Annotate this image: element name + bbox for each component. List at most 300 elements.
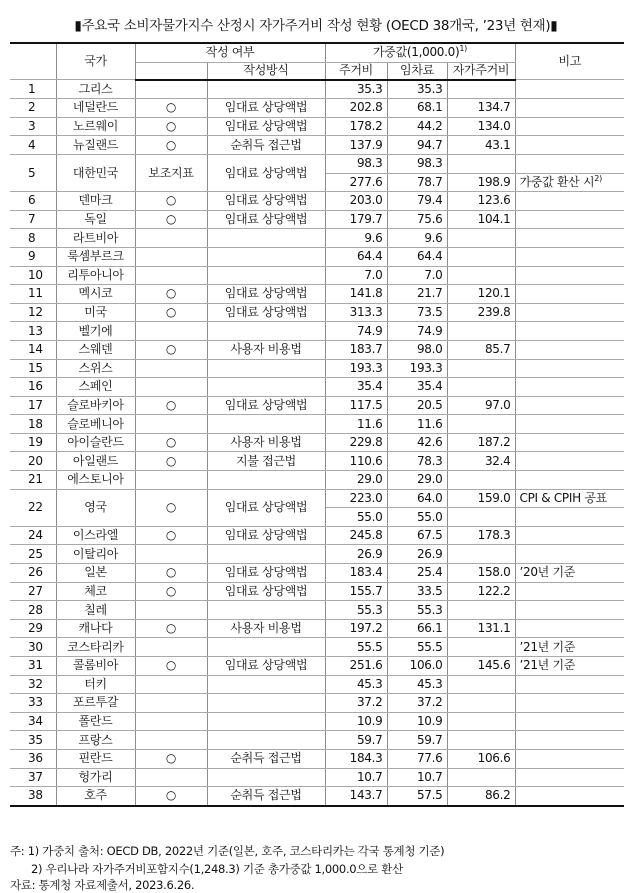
method-cell xyxy=(207,545,325,564)
written-cell: ○ xyxy=(135,749,207,768)
owner-cell: 145.6 xyxy=(447,657,515,676)
table-row xyxy=(10,471,624,490)
rent-cell: 73.5 xyxy=(387,303,447,322)
owner-cell xyxy=(447,638,515,657)
row-number: 18 xyxy=(10,415,56,434)
method-cell: 임대료 상당액법 xyxy=(207,303,325,322)
housing-cell: 203.0 xyxy=(325,192,387,211)
row-number: 5 xyxy=(10,154,56,191)
housing-cell: 64.4 xyxy=(325,247,387,266)
country-cell: 프랑스 xyxy=(56,731,135,750)
written-cell: ○ xyxy=(135,99,207,118)
note-cell: ’21년 기준 xyxy=(515,657,624,676)
owner-cell: 104.1 xyxy=(447,210,515,229)
country-cell: 그리스 xyxy=(56,80,135,99)
written-cell: 보조지표 xyxy=(135,154,207,191)
owner-cell: 134.7 xyxy=(447,99,515,118)
rent-cell: 94.7 xyxy=(387,136,447,155)
method-cell: 사용자 비용법 xyxy=(207,433,325,452)
housing-cell: 117.5 xyxy=(325,396,387,415)
written-cell xyxy=(135,471,207,490)
row-number: 28 xyxy=(10,601,56,620)
country-cell: 포르투갈 xyxy=(56,694,135,713)
note-cell xyxy=(515,768,624,787)
housing-cell: 37.2 xyxy=(325,694,387,713)
rent-cell: 29.0 xyxy=(387,471,447,490)
written-cell: ○ xyxy=(135,433,207,452)
note-cell xyxy=(515,675,624,694)
owner-cell xyxy=(447,80,515,99)
owner-cell xyxy=(447,601,515,620)
owner-cell xyxy=(447,415,515,434)
header-rent: 임차료 xyxy=(387,62,447,80)
housing-cell: 183.7 xyxy=(325,340,387,359)
note-cell xyxy=(515,471,624,490)
row-number: 20 xyxy=(10,452,56,471)
owner-cell: 239.8 xyxy=(447,303,515,322)
note-cell: ’20년 기준 xyxy=(515,564,624,583)
method-cell: 임대료 상당액법 xyxy=(207,99,325,118)
rent-cell: 78.3 xyxy=(387,452,447,471)
country-cell: 라트비아 xyxy=(56,229,135,248)
note-cell xyxy=(515,322,624,341)
note-cell xyxy=(515,787,624,806)
housing-cell: 179.7 xyxy=(325,210,387,229)
note-cell xyxy=(515,545,624,564)
method-cell xyxy=(207,675,325,694)
row-number: 27 xyxy=(10,582,56,601)
method-cell: 임대료 상당액법 xyxy=(207,210,325,229)
owner-cell xyxy=(447,471,515,490)
footnote-1: 주: 1) 가중치 출처: OECD DB, 2022년 기준(일본, 호주, 코스타리카는 각국 통계청 기준) xyxy=(10,844,445,858)
row-number: 2 xyxy=(10,99,56,118)
table-row xyxy=(10,712,624,731)
note-cell xyxy=(515,582,624,601)
rent-cell: 78.7 xyxy=(387,173,447,192)
note-cell xyxy=(515,508,624,527)
row-number: 22 xyxy=(10,489,56,526)
table-row xyxy=(10,396,624,415)
method-cell: 임대료 상당액법 xyxy=(207,564,325,583)
country-cell: 슬로바키아 xyxy=(56,396,135,415)
owner-cell: 43.1 xyxy=(447,136,515,155)
owner-cell: 198.9 xyxy=(447,173,515,192)
method-cell xyxy=(207,638,325,657)
country-cell: 스위스 xyxy=(56,359,135,378)
note-cell xyxy=(515,712,624,731)
table-row xyxy=(10,80,624,99)
method-cell: 순취득 접근법 xyxy=(207,749,325,768)
housing-cell: 193.3 xyxy=(325,359,387,378)
country-cell: 핀란드 xyxy=(56,749,135,768)
note-cell xyxy=(515,99,624,118)
written-cell: ○ xyxy=(135,303,207,322)
table-row xyxy=(10,694,624,713)
row-number: 29 xyxy=(10,619,56,638)
country-cell: 코스타리카 xyxy=(56,638,135,657)
rent-cell: 26.9 xyxy=(387,545,447,564)
written-cell xyxy=(135,378,207,397)
row-number: 14 xyxy=(10,340,56,359)
table-row xyxy=(10,601,624,620)
rent-cell: 74.9 xyxy=(387,322,447,341)
country-cell: 미국 xyxy=(56,303,135,322)
row-number: 21 xyxy=(10,471,56,490)
rent-cell: 64.0 xyxy=(387,489,447,508)
table-row xyxy=(10,545,624,564)
table-row xyxy=(10,582,624,601)
table-row xyxy=(10,266,624,285)
table-row xyxy=(10,247,624,266)
owner-cell xyxy=(447,322,515,341)
method-cell: 임대료 상당액법 xyxy=(207,192,325,211)
row-number: 1 xyxy=(10,80,56,99)
method-cell: 임대료 상당액법 xyxy=(207,526,325,545)
row-number: 38 xyxy=(10,787,56,806)
written-cell: ○ xyxy=(135,285,207,304)
written-cell xyxy=(135,545,207,564)
rent-cell: 11.6 xyxy=(387,415,447,434)
rent-cell: 77.6 xyxy=(387,749,447,768)
written-cell: ○ xyxy=(135,526,207,545)
rent-cell: 9.6 xyxy=(387,229,447,248)
written-cell: ○ xyxy=(135,340,207,359)
housing-cell: 29.0 xyxy=(325,471,387,490)
owner-cell xyxy=(447,229,515,248)
row-number: 4 xyxy=(10,136,56,155)
housing-cell: 141.8 xyxy=(325,285,387,304)
written-cell: ○ xyxy=(135,210,207,229)
method-cell: 순취득 접근법 xyxy=(207,136,325,155)
note-cell: CPI & CPIH 공표 xyxy=(515,489,624,508)
housing-cost-table xyxy=(10,42,624,807)
owner-cell xyxy=(447,508,515,527)
method-cell: 임대료 상당액법 xyxy=(207,657,325,676)
written-cell: ○ xyxy=(135,489,207,526)
table-row xyxy=(10,433,624,452)
housing-cell: 55.5 xyxy=(325,638,387,657)
written-cell xyxy=(135,638,207,657)
row-number: 6 xyxy=(10,192,56,211)
housing-cell: 197.2 xyxy=(325,619,387,638)
row-number: 11 xyxy=(10,285,56,304)
country-cell: 독일 xyxy=(56,210,135,229)
country-cell: 멕시코 xyxy=(56,285,135,304)
row-number: 24 xyxy=(10,526,56,545)
note-cell xyxy=(515,378,624,397)
header-weight-group: 가중값$(1,000.0)^{1)}$ xyxy=(325,43,515,62)
method-cell xyxy=(207,768,325,787)
note-cell xyxy=(515,749,624,768)
rent-cell: 193.3 xyxy=(387,359,447,378)
table-row xyxy=(10,136,624,155)
method-cell: 임대료 상당액법 xyxy=(207,396,325,415)
method-cell: 임대료 상당액법 xyxy=(207,285,325,304)
row-number: 17 xyxy=(10,396,56,415)
country-cell: 이탈리아 xyxy=(56,545,135,564)
method-cell xyxy=(207,247,325,266)
owner-cell xyxy=(447,694,515,713)
row-number: 35 xyxy=(10,731,56,750)
table-row xyxy=(10,675,624,694)
owner-cell xyxy=(447,154,515,173)
table-row xyxy=(10,154,624,173)
note-cell xyxy=(515,452,624,471)
note-cell xyxy=(515,117,624,136)
country-cell: 호주 xyxy=(56,787,135,806)
owner-cell: 85.7 xyxy=(447,340,515,359)
written-cell: ○ xyxy=(135,564,207,583)
table-row xyxy=(10,229,624,248)
table-row xyxy=(10,787,624,806)
method-cell xyxy=(207,322,325,341)
country-cell: 네덜란드 xyxy=(56,99,135,118)
written-cell xyxy=(135,80,207,99)
table-row xyxy=(10,359,624,378)
row-number: 15 xyxy=(10,359,56,378)
table-row xyxy=(10,489,624,508)
note-cell xyxy=(515,433,624,452)
method-cell: 지불 접근법 xyxy=(207,452,325,471)
table-row xyxy=(10,303,624,322)
owner-cell: 123.6 xyxy=(447,192,515,211)
row-number: 3 xyxy=(10,117,56,136)
note-cell xyxy=(515,285,624,304)
method-cell xyxy=(207,712,325,731)
note-cell xyxy=(515,340,624,359)
written-cell xyxy=(135,768,207,787)
written-cell: ○ xyxy=(135,396,207,415)
rent-cell: 45.3 xyxy=(387,675,447,694)
housing-cell: 313.3 xyxy=(325,303,387,322)
note-cell xyxy=(515,210,624,229)
rent-cell: 67.5 xyxy=(387,526,447,545)
country-cell: 칠레 xyxy=(56,601,135,620)
note-cell xyxy=(515,247,624,266)
country-cell: 노르웨이 xyxy=(56,117,135,136)
written-cell xyxy=(135,694,207,713)
row-number: 30 xyxy=(10,638,56,657)
country-cell: 스웨덴 xyxy=(56,340,135,359)
rent-cell: 20.5 xyxy=(387,396,447,415)
rent-cell: 59.7 xyxy=(387,731,447,750)
housing-cell: 10.9 xyxy=(325,712,387,731)
housing-cell: 184.3 xyxy=(325,749,387,768)
rent-cell: 106.0 xyxy=(387,657,447,676)
note-cell xyxy=(515,694,624,713)
owner-cell: 86.2 xyxy=(447,787,515,806)
note-cell xyxy=(515,303,624,322)
note-cell xyxy=(515,415,624,434)
table-row xyxy=(10,638,624,657)
written-cell: ○ xyxy=(135,582,207,601)
note-cell xyxy=(515,359,624,378)
country-cell: 헝가리 xyxy=(56,768,135,787)
country-cell: 벨기에 xyxy=(56,322,135,341)
table-row xyxy=(10,340,624,359)
housing-cell: 251.6 xyxy=(325,657,387,676)
country-cell: 영국 xyxy=(56,489,135,526)
table-row xyxy=(10,192,624,211)
row-number: 25 xyxy=(10,545,56,564)
owner-cell: 106.6 xyxy=(447,749,515,768)
header-housing: 주거비 xyxy=(325,62,387,80)
rent-cell: 21.7 xyxy=(387,285,447,304)
housing-cell: 74.9 xyxy=(325,322,387,341)
rent-cell: 68.1 xyxy=(387,99,447,118)
owner-cell xyxy=(447,768,515,787)
housing-cell: 45.3 xyxy=(325,675,387,694)
housing-cell: 143.7 xyxy=(325,787,387,806)
row-number: 26 xyxy=(10,564,56,583)
rent-cell: 98.3 xyxy=(387,154,447,173)
rent-cell: 44.2 xyxy=(387,117,447,136)
written-cell: ○ xyxy=(135,452,207,471)
row-number: 10 xyxy=(10,266,56,285)
housing-cell: 9.6 xyxy=(325,229,387,248)
written-cell xyxy=(135,601,207,620)
housing-cell: 98.3 xyxy=(325,154,387,173)
written-cell xyxy=(135,322,207,341)
note-cell xyxy=(515,396,624,415)
rent-cell: 79.4 xyxy=(387,192,447,211)
method-cell xyxy=(207,266,325,285)
owner-cell xyxy=(447,731,515,750)
written-cell: ○ xyxy=(135,787,207,806)
rent-cell: 35.4 xyxy=(387,378,447,397)
country-cell: 폴란드 xyxy=(56,712,135,731)
table-body xyxy=(10,80,624,806)
country-cell: 뉴질랜드 xyxy=(56,136,135,155)
country-cell: 콜롬비아 xyxy=(56,657,135,676)
owner-cell xyxy=(447,359,515,378)
written-cell xyxy=(135,731,207,750)
table-row xyxy=(10,749,624,768)
country-cell: 대한민국 xyxy=(56,154,135,191)
method-cell xyxy=(207,601,325,620)
rent-cell: 10.9 xyxy=(387,712,447,731)
country-cell: 스페인 xyxy=(56,378,135,397)
written-cell: ○ xyxy=(135,657,207,676)
written-cell xyxy=(135,359,207,378)
table-row xyxy=(10,526,624,545)
written-cell: ○ xyxy=(135,619,207,638)
written-cell: ○ xyxy=(135,192,207,211)
note-superscript: 2) xyxy=(594,173,602,183)
table-row xyxy=(10,210,624,229)
country-cell: 캐나다 xyxy=(56,619,135,638)
housing-cell: 223.0 xyxy=(325,489,387,508)
note-cell xyxy=(515,192,624,211)
rent-cell: 55.5 xyxy=(387,638,447,657)
note-cell xyxy=(515,154,624,173)
owner-cell xyxy=(447,266,515,285)
owner-cell: 134.0 xyxy=(447,117,515,136)
housing-cell: 11.6 xyxy=(325,415,387,434)
note-cell xyxy=(515,526,624,545)
note-cell xyxy=(515,731,624,750)
row-number: 31 xyxy=(10,657,56,676)
note-cell: ’21년 기준 xyxy=(515,638,624,657)
owner-cell: 97.0 xyxy=(447,396,515,415)
owner-cell: 120.1 xyxy=(447,285,515,304)
table-row xyxy=(10,415,624,434)
rent-cell: 35.3 xyxy=(387,80,447,99)
note-cell xyxy=(515,601,624,620)
note-cell xyxy=(515,80,624,99)
owner-cell xyxy=(447,378,515,397)
owner-cell xyxy=(447,675,515,694)
rent-cell: 98.0 xyxy=(387,340,447,359)
written-cell xyxy=(135,712,207,731)
note-cell xyxy=(515,266,624,285)
country-cell: 아일랜드 xyxy=(56,452,135,471)
housing-cell: 245.8 xyxy=(325,526,387,545)
footnote-2: 2) 우리나라 자가주거비포함지수(1,248.3) 기준 총가중값 1,000.0으로 환산 xyxy=(31,862,403,876)
owner-cell: 131.1 xyxy=(447,619,515,638)
owner-cell: 187.2 xyxy=(447,433,515,452)
housing-cell: 229.8 xyxy=(325,433,387,452)
table-row xyxy=(10,378,624,397)
row-number: 7 xyxy=(10,210,56,229)
housing-cell: 26.9 xyxy=(325,545,387,564)
country-cell: 에스토니아 xyxy=(56,471,135,490)
written-cell xyxy=(135,675,207,694)
table-row xyxy=(10,99,624,118)
method-cell xyxy=(207,731,325,750)
header-written: 작성 여부 xyxy=(135,43,325,62)
note-cell xyxy=(515,173,624,192)
country-cell: 슬로베니아 xyxy=(56,415,135,434)
rent-cell: 37.2 xyxy=(387,694,447,713)
header-row xyxy=(10,43,624,62)
housing-cell: 277.6 xyxy=(325,173,387,192)
table-row xyxy=(10,657,624,676)
table-row xyxy=(10,564,624,583)
row-number: 12 xyxy=(10,303,56,322)
housing-cell: 110.6 xyxy=(325,452,387,471)
table-row xyxy=(10,731,624,750)
method-cell xyxy=(207,229,325,248)
row-number: 33 xyxy=(10,694,56,713)
written-cell: ○ xyxy=(135,117,207,136)
rent-cell: 42.6 xyxy=(387,433,447,452)
rent-cell: 55.3 xyxy=(387,601,447,620)
table-row xyxy=(10,285,624,304)
written-cell: ○ xyxy=(135,136,207,155)
country-cell: 덴마크 xyxy=(56,192,135,211)
owner-cell: 122.2 xyxy=(447,582,515,601)
method-cell xyxy=(207,378,325,397)
housing-cell: 183.4 xyxy=(325,564,387,583)
owner-cell: 32.4 xyxy=(447,452,515,471)
page-title: ▮주요국 소비자물가지수 산정시 자가주거비 작성 현황 (OECD 38개국, ’23년 현재)▮ xyxy=(74,18,558,34)
country-cell: 리투아니아 xyxy=(56,266,135,285)
method-cell xyxy=(207,415,325,434)
country-cell: 이스라엘 xyxy=(56,526,135,545)
owner-cell xyxy=(447,712,515,731)
method-cell: 사용자 비용법 xyxy=(207,619,325,638)
header-method: 작성방식 xyxy=(207,62,325,80)
method-cell xyxy=(207,694,325,713)
note-cell xyxy=(515,229,624,248)
housing-cell: 35.4 xyxy=(325,378,387,397)
row-number: 36 xyxy=(10,749,56,768)
header-note: 비고 xyxy=(515,43,624,80)
written-cell xyxy=(135,266,207,285)
owner-cell: 159.0 xyxy=(447,489,515,508)
housing-cell: 55.0 xyxy=(325,508,387,527)
